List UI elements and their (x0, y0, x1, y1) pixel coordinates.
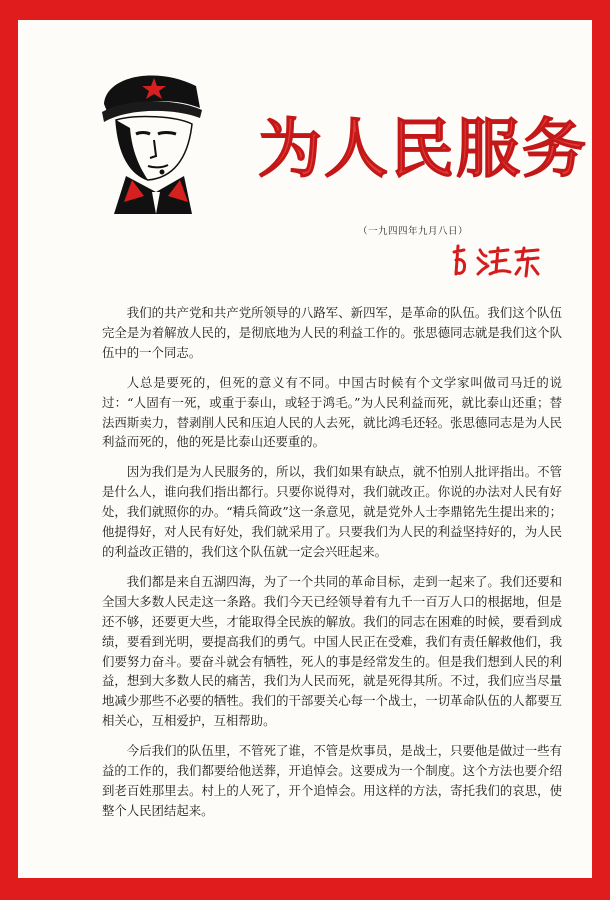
paragraph: 我们都是来自五湖四海，为了一个共同的革命目标，走到一起来了。我们还要和全国大多数人民走这一条路。我们今天已经领导着有九千一百万人口的根据地，但是还不够，还要更大些，才能取得全民族的解放。我们的同志在困难的时候，要看到成绩，要看到光明，要提高我们的勇气。中国人民正在受难，我们有责任解救他们，我们要努力奋斗。要奋斗就会有牺牲，死人的事是经常发生的。但是我们想到人民的利益，想到大多数人民的痛苦，我们为人民而死，就是死得其所。不过，我们应当尽量地减少那些不必要的牺牲。我们的干部要关心每一个战士，一切革命队伍的人都要互相关心，互相爱护，互相帮助。 (102, 573, 562, 729)
paragraph: 今后我们的队伍里，不管死了谁，不管是炊事员，是战士，只要他是做过一些有益的工作的，我们都要给他送葬，开追悼会。这要成为一个制度。这个方法也要介绍到老百姓那里去。村上的人死了，开个追悼会。用这样的方法，寄托我们的哀思，使整个人民团结起来。 (102, 743, 562, 818)
signature-image (450, 244, 542, 280)
portrait-image (96, 68, 206, 218)
paragraph: 因为我们是为人民服务的，所以，我们如果有缺点，就不怕别人批评指出。不管是什么人，谁向我们指出都行。只要你说得对，我们就改正。你说的办法对人民有好处，我们就照你的办。“精兵简政”这一条意见，就是党外人士李鼎铭先生提出来的；他提得好，对人民有好处，我们就采用了。只要我们为人民的利益坚持好的，为人民的利益改正错的，我们这个队伍就一定会兴旺起来。 (102, 464, 562, 559)
article-body (102, 303, 562, 831)
poster-sheet (18, 20, 592, 878)
page-title: 为人民服务 (258, 112, 588, 187)
printer-mark (442, 854, 562, 860)
paragraph: 人总是要死的，但死的意义有不同。中国古时候有个文学家叫做司马迁的说过：“人固有一死，或重于泰山，或轻于鸿毛。”为人民利益而死，就比泰山还重；替法西斯卖力，替剥削人民和压迫人民的人去死，就比鸿毛还轻。张思德同志是为人民利益而死的，他的死是比泰山还要重的。 (102, 374, 562, 450)
paragraph: 我们的共产党和共产党所领导的八路军、新四军，是革命的队伍。我们这个队伍完全是为着解放人民的，是彻底地为人民的利益工作的。张思德同志就是我们这个队伍中的一个同志。 (102, 305, 562, 360)
date-line: （一九四四年九月八日） (358, 226, 469, 237)
